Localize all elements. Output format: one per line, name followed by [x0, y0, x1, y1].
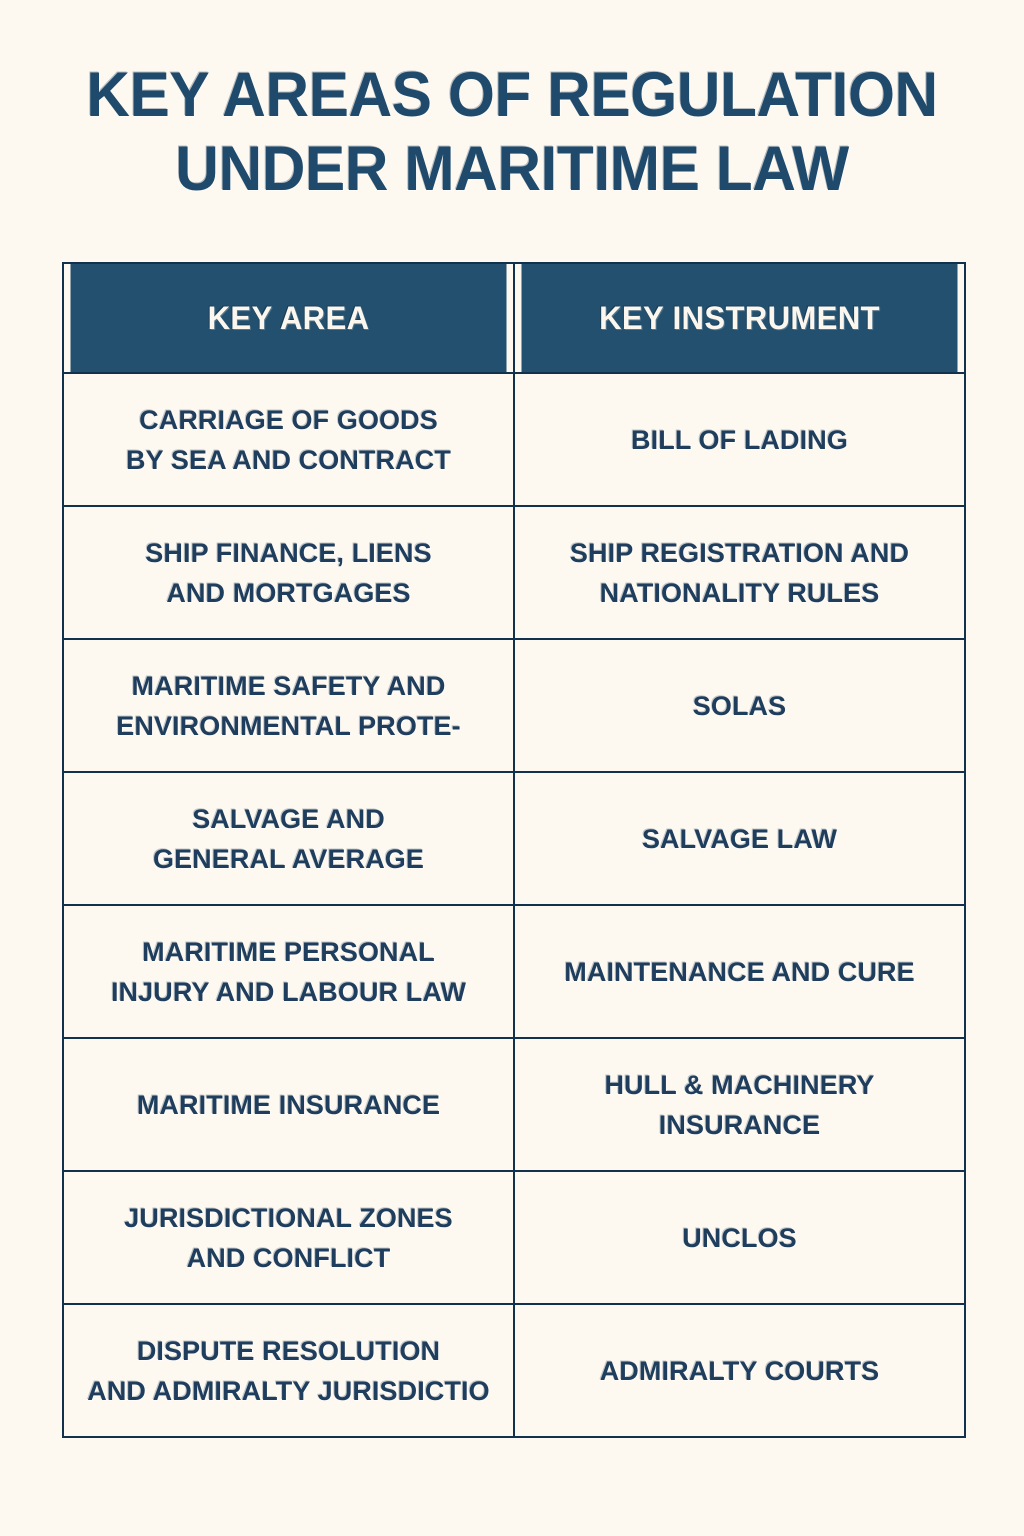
key-area-cell-line-2: INJURY AND LABOUR LAW [110, 976, 467, 1007]
key-area-cell-line-1: MARITIME INSURANCE [136, 1089, 441, 1120]
table-row [63, 905, 965, 1038]
key-instrument-cell-line-1: BILL OF LADING [631, 424, 848, 455]
key-instrument-cell [514, 905, 965, 1038]
key-area-cell [63, 772, 514, 905]
key-instrument-cell-line-1: HULL & MACHINERY [604, 1069, 875, 1100]
key-instrument-cell-line-2: INSURANCE [658, 1109, 821, 1140]
key-area-cell-line-2: ENVIRONMENTAL PROTE- [116, 710, 461, 741]
key-instrument-cell-line-2: NATIONALITY RULES [599, 577, 880, 608]
key-area-cell-line-2: GENERAL AVERAGE [152, 843, 425, 874]
table-row [63, 1304, 965, 1437]
key-area-cell-line-1: SALVAGE AND [192, 803, 385, 834]
page-title [0, 58, 1024, 206]
key-area-cell-line-1: MARITIME SAFETY AND [131, 670, 446, 701]
key-instrument-cell [514, 772, 965, 905]
table-row [63, 373, 965, 506]
key-area-cell-line-1: CARRIAGE OF GOODS [139, 404, 438, 435]
table-body [63, 373, 965, 1437]
column-header-key-instrument: KEY INSTRUMENT [521, 263, 958, 373]
key-areas-table [62, 262, 966, 1438]
key-area-cell-line-2: AND MORTGAGES [166, 577, 411, 608]
key-instrument-cell-line-1: MAINTENANCE AND CURE [564, 956, 915, 987]
table-row [63, 1038, 965, 1171]
key-area-cell-line-2: AND CONFLICT [186, 1242, 391, 1273]
key-instrument-cell-line-1: SOLAS [692, 690, 787, 721]
key-instrument-cell [514, 506, 965, 639]
key-area-cell-line-2: BY SEA AND CONTRACT [126, 444, 451, 475]
column-header-key-area: KEY AREA [70, 263, 507, 373]
key-area-cell-line-1: SHIP FINANCE, LIENS [145, 537, 432, 568]
key-area-cell-line-2: AND ADMIRALTY JURISDICTIO [87, 1375, 490, 1406]
key-area-cell [63, 905, 514, 1038]
key-area-cell [63, 1304, 514, 1437]
page-title-line-1: KEY AREAS OF REGULATION [86, 60, 938, 130]
table-row [63, 506, 965, 639]
key-instrument-cell-line-1: ADMIRALTY COURTS [599, 1355, 880, 1386]
key-area-cell-line-1: JURISDICTIONAL ZONES [124, 1202, 453, 1233]
key-instrument-cell [514, 1304, 965, 1437]
table-row [63, 1171, 965, 1304]
table-header-row [63, 263, 965, 373]
key-instrument-cell [514, 1038, 965, 1171]
key-area-cell [63, 1171, 514, 1304]
key-instrument-cell [514, 639, 965, 772]
key-instrument-cell-line-1: UNCLOS [682, 1222, 797, 1253]
page-title-line-2: UNDER MARITIME LAW [175, 134, 849, 204]
key-instrument-cell-line-1: SALVAGE LAW [641, 823, 838, 854]
key-instrument-cell [514, 373, 965, 506]
key-area-cell [63, 1038, 514, 1171]
key-area-cell [63, 506, 514, 639]
key-area-cell-line-1: MARITIME PERSONAL [142, 936, 435, 967]
table-header [63, 263, 965, 373]
key-instrument-cell-line-1: SHIP REGISTRATION AND [569, 537, 910, 568]
key-area-cell [63, 639, 514, 772]
table-row [63, 639, 965, 772]
key-area-cell [63, 373, 514, 506]
key-area-cell-line-1: DISPUTE RESOLUTION [136, 1335, 441, 1366]
key-instrument-cell [514, 1171, 965, 1304]
table-row [63, 772, 965, 905]
